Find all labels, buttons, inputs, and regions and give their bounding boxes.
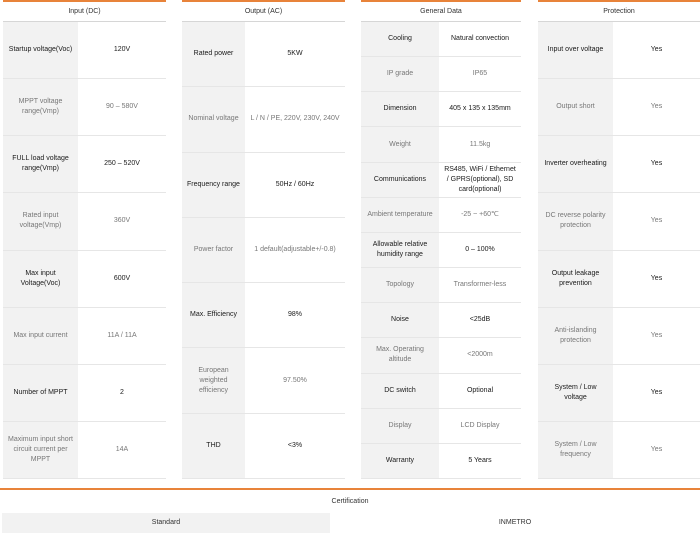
- spec-label: Warranty: [361, 444, 439, 478]
- general-data-panel: [361, 0, 521, 479]
- spec-label: Max. Operating altitude: [361, 338, 439, 372]
- spec-row: [538, 308, 700, 365]
- spec-value: Optional: [439, 374, 521, 408]
- spec-value: IP65: [439, 57, 521, 91]
- spec-row: [361, 409, 521, 444]
- spec-rows: [538, 22, 700, 479]
- spec-value: LCD Display: [439, 409, 521, 443]
- spec-label: Maximum input short circuit current per MPPT: [3, 422, 78, 478]
- spec-label: Nominal voltage: [182, 87, 245, 151]
- certification-row: [2, 513, 700, 533]
- spec-row: [361, 233, 521, 268]
- spec-row: [3, 193, 166, 250]
- spec-row: [182, 348, 345, 413]
- spec-label: Max input Voltage(Voc): [3, 251, 78, 307]
- spec-value: Yes: [613, 136, 700, 192]
- spec-value: Yes: [613, 308, 700, 364]
- spec-row: [182, 218, 345, 283]
- certification-title: Certification: [0, 488, 700, 513]
- output-ac-panel: [182, 0, 345, 479]
- spec-value: 360V: [78, 193, 166, 249]
- spec-row: [3, 251, 166, 308]
- spec-value: 14A: [78, 422, 166, 478]
- spec-row: [3, 308, 166, 365]
- spec-row: [361, 57, 521, 92]
- spec-row: [538, 136, 700, 193]
- spec-value: 1 default(adjustable+/-0.8): [245, 218, 345, 282]
- spec-row: [182, 414, 345, 479]
- spec-row: [3, 365, 166, 422]
- spec-value: <3%: [245, 414, 345, 478]
- spec-value: 97.50%: [245, 348, 345, 412]
- spec-row: [3, 79, 166, 136]
- spec-row: [538, 422, 700, 479]
- spec-value: 90 – 580V: [78, 79, 166, 135]
- spec-label: Communications: [361, 163, 439, 197]
- spec-label: Noise: [361, 303, 439, 337]
- spec-value: 600V: [78, 251, 166, 307]
- spec-value: Yes: [613, 22, 700, 78]
- spec-value: 0 – 100%: [439, 233, 521, 267]
- spec-label: MPPT voltage range(Vmp): [3, 79, 78, 135]
- spec-label: Ambient temperature: [361, 198, 439, 232]
- spec-row: [538, 365, 700, 422]
- spec-value: Yes: [613, 251, 700, 307]
- spec-row: [361, 268, 521, 303]
- spec-row: [182, 283, 345, 348]
- spec-row: [361, 22, 521, 57]
- spec-label: DC switch: [361, 374, 439, 408]
- certification-label: Standard: [2, 513, 330, 533]
- spec-row: [538, 193, 700, 250]
- spec-label: Rated input voltage(Vmp): [3, 193, 78, 249]
- spec-row: [361, 303, 521, 338]
- protection-panel: [538, 0, 700, 479]
- spec-label: Startup voltage(Voc): [3, 22, 78, 78]
- spec-row: [361, 163, 521, 198]
- spec-value: 250 – 520V: [78, 136, 166, 192]
- spec-row: [3, 422, 166, 479]
- spec-label: Topology: [361, 268, 439, 302]
- spec-value: Transformer-less: [439, 268, 521, 302]
- spec-row: [3, 136, 166, 193]
- spec-value: Natural convection: [439, 22, 521, 56]
- spec-value: Yes: [613, 79, 700, 135]
- spec-label: Max input current: [3, 308, 78, 364]
- spec-value: 50Hz / 60Hz: [245, 153, 345, 217]
- spec-row: [361, 92, 521, 127]
- panel-title: Protection: [538, 0, 700, 22]
- spec-row: [538, 79, 700, 136]
- spec-label: Output short: [538, 79, 613, 135]
- spec-value: Yes: [613, 193, 700, 249]
- spec-value: <25dB: [439, 303, 521, 337]
- spec-row: [361, 444, 521, 479]
- panel-title: Input (DC): [3, 0, 166, 22]
- spec-value: RS485, WiFi / Ethernet / GPRS(optional), SD card(optional): [439, 163, 521, 197]
- spec-value: 120V: [78, 22, 166, 78]
- spec-label: Power factor: [182, 218, 245, 282]
- spec-label: Rated power: [182, 22, 245, 86]
- spec-row: [182, 87, 345, 152]
- spec-label: Display: [361, 409, 439, 443]
- spec-row: [361, 198, 521, 233]
- spec-row: [182, 22, 345, 87]
- spec-label: Frequency range: [182, 153, 245, 217]
- spec-label: IP grade: [361, 57, 439, 91]
- spec-row: [361, 338, 521, 373]
- spec-value: 11A / 11A: [78, 308, 166, 364]
- spec-row: [361, 374, 521, 409]
- spec-row: [538, 22, 700, 79]
- spec-row: [182, 153, 345, 218]
- spec-value: <2000m: [439, 338, 521, 372]
- spec-label: Allowable relative humidity range: [361, 233, 439, 267]
- spec-label: THD: [182, 414, 245, 478]
- spec-value: 11.5kg: [439, 127, 521, 161]
- spec-label: Number of MPPT: [3, 365, 78, 421]
- spec-label: Inverter overheating: [538, 136, 613, 192]
- spec-label: FULL load voltage range(Vmp): [3, 136, 78, 192]
- spec-row: [361, 127, 521, 162]
- spec-rows: [182, 22, 345, 479]
- spec-value: L / N / PE, 220V, 230V, 240V: [245, 87, 345, 151]
- spec-value: 5 Years: [439, 444, 521, 478]
- spec-rows: [3, 22, 166, 479]
- panel-title: Output (AC): [182, 0, 345, 22]
- spec-value: 2: [78, 365, 166, 421]
- spec-row: [538, 251, 700, 308]
- spec-value: Yes: [613, 422, 700, 478]
- spec-label: System / Low voltage: [538, 365, 613, 421]
- spec-label: DC reverse polarity protection: [538, 193, 613, 249]
- spec-value: -25 ~ +60℃: [439, 198, 521, 232]
- panel-title: General Data: [361, 0, 521, 22]
- spec-label: System / Low frequency: [538, 422, 613, 478]
- spec-value: 5KW: [245, 22, 345, 86]
- spec-label: Weight: [361, 127, 439, 161]
- spec-label: Dimension: [361, 92, 439, 126]
- spec-value: 405 x 135 x 135mm: [439, 92, 521, 126]
- spec-rows: [361, 22, 521, 479]
- spec-row: [3, 22, 166, 79]
- spec-value: Yes: [613, 365, 700, 421]
- spec-label: Anti-islanding protection: [538, 308, 613, 364]
- spec-label: Input over voltage: [538, 22, 613, 78]
- spec-value: 98%: [245, 283, 345, 347]
- input-dc-panel: [3, 0, 166, 479]
- spec-label: European weighted efficiency: [182, 348, 245, 412]
- spec-label: Output leakage prevention: [538, 251, 613, 307]
- spec-label: Cooling: [361, 22, 439, 56]
- certification-value: INMETRO: [330, 513, 700, 533]
- spec-label: Max. Efficiency: [182, 283, 245, 347]
